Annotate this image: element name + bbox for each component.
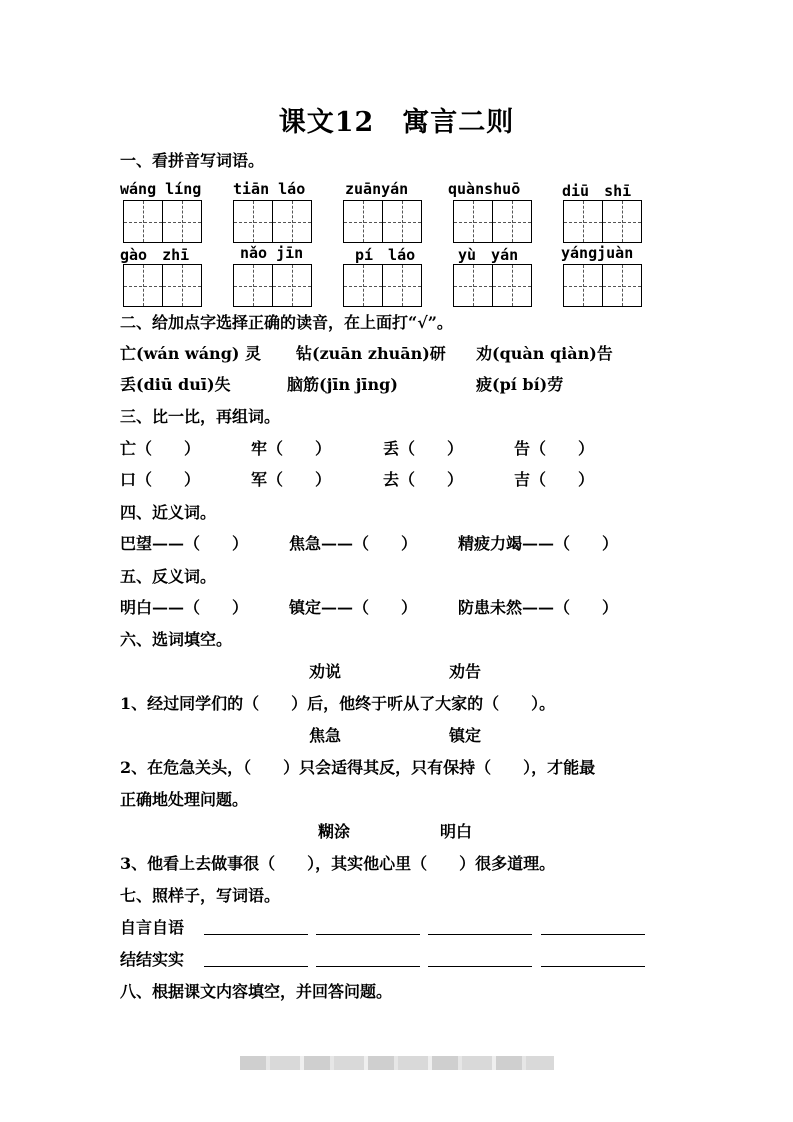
antonym-item[interactable]: 镇定——（ ） <box>289 598 418 617</box>
writing-grid[interactable] <box>453 264 532 307</box>
section-2-heading: 二、给加点字选择正确的读音，在上面打“√”。 <box>120 313 453 332</box>
reading-option[interactable]: 疲(pí bí)劳 <box>476 375 564 394</box>
section-3-heading: 三、比一比，再组词。 <box>120 407 281 426</box>
writing-grid[interactable] <box>563 200 642 243</box>
section-5-heading: 五、反义词。 <box>120 567 217 586</box>
section-6-heading: 六、选词填空。 <box>120 630 233 649</box>
compare-item[interactable]: 军（ ） <box>251 470 332 489</box>
fill-question[interactable]: 2、在危急关头，（ ）只会适得其反，只有保持（ ），才能最 <box>120 758 596 777</box>
answer-blank[interactable] <box>541 965 645 967</box>
word-choice: 劝说 <box>309 662 342 681</box>
pinyin-label: nǎo jīn <box>240 244 304 262</box>
word-choice: 镇定 <box>449 726 482 745</box>
synonym-item[interactable]: 巴望——（ ） <box>120 534 249 553</box>
antonym-item[interactable]: 明白——（ ） <box>120 598 249 617</box>
word-choice: 焦急 <box>309 726 342 745</box>
blurred-footer-watermark <box>240 1056 554 1070</box>
pinyin-label: zuānyán <box>345 180 409 198</box>
compare-item[interactable]: 亡（ ） <box>120 439 201 458</box>
writing-grid[interactable] <box>123 200 202 243</box>
fill-question-continued: 正确地处理问题。 <box>120 790 249 809</box>
page-title: 课文12 寓言二则 <box>278 107 515 138</box>
reading-option[interactable]: 亡(wán wáng) 灵 <box>120 344 262 363</box>
antonym-item[interactable]: 防患未然——（ ） <box>458 598 619 617</box>
pinyin-label: wáng líng <box>120 180 202 198</box>
answer-blank[interactable] <box>204 933 308 935</box>
compare-item[interactable]: 口（ ） <box>120 470 201 489</box>
section-4-heading: 四、近义词。 <box>120 503 217 522</box>
pattern-example: 自言自语 <box>120 918 185 937</box>
pinyin-label: diū shī <box>562 182 632 200</box>
compare-item[interactable]: 牢（ ） <box>251 439 332 458</box>
writing-grid[interactable] <box>343 200 422 243</box>
pinyin-label: gào zhī <box>120 246 190 264</box>
section-7-heading: 七、照样子，写词语。 <box>120 886 281 905</box>
fill-question[interactable]: 1、经过同学们的（ ）后，他终于听从了大家的（ ）。 <box>120 694 556 713</box>
compare-item[interactable]: 去（ ） <box>383 470 464 489</box>
writing-grid[interactable] <box>453 200 532 243</box>
pattern-example: 结结实实 <box>120 950 185 969</box>
section-8-heading: 八、根据课文内容填空，并回答问题。 <box>120 982 393 1001</box>
compare-item[interactable]: 吉（ ） <box>514 470 595 489</box>
answer-blank[interactable] <box>541 933 645 935</box>
writing-grid[interactable] <box>123 264 202 307</box>
word-choice: 糊涂 <box>318 822 351 841</box>
pinyin-label: yángjuàn <box>561 244 634 262</box>
pinyin-label: tiān láo <box>233 180 306 198</box>
synonym-item[interactable]: 精疲力竭——（ ） <box>458 534 619 553</box>
answer-blank[interactable] <box>316 965 420 967</box>
writing-grid[interactable] <box>233 200 312 243</box>
word-choice: 劝告 <box>449 662 482 681</box>
answer-blank[interactable] <box>428 933 532 935</box>
answer-blank[interactable] <box>204 965 308 967</box>
answer-blank[interactable] <box>316 933 420 935</box>
word-choice: 明白 <box>440 822 473 841</box>
synonym-item[interactable]: 焦急——（ ） <box>289 534 418 553</box>
reading-option[interactable]: 劝(quàn qiàn)告 <box>476 344 613 363</box>
section-1-heading: 一、看拼音写词语。 <box>120 151 265 170</box>
fill-question[interactable]: 3、他看上去做事很（ ），其实他心里（ ）很多道理。 <box>120 854 556 873</box>
reading-option[interactable]: 丢(diū duī)失 <box>120 375 231 394</box>
pinyin-label: quànshuō <box>448 180 521 198</box>
reading-option[interactable]: 钻(zuān zhuān)研 <box>296 344 446 363</box>
writing-grid[interactable] <box>563 264 642 307</box>
pinyin-label: yù yán <box>458 246 519 264</box>
reading-option[interactable]: 脑筋(jīn jīng) <box>287 375 398 394</box>
writing-grid[interactable] <box>343 264 422 307</box>
pinyin-label: pí láo <box>355 246 416 264</box>
compare-item[interactable]: 丢（ ） <box>383 439 464 458</box>
compare-item[interactable]: 告（ ） <box>514 439 595 458</box>
writing-grid[interactable] <box>233 264 312 307</box>
answer-blank[interactable] <box>428 965 532 967</box>
